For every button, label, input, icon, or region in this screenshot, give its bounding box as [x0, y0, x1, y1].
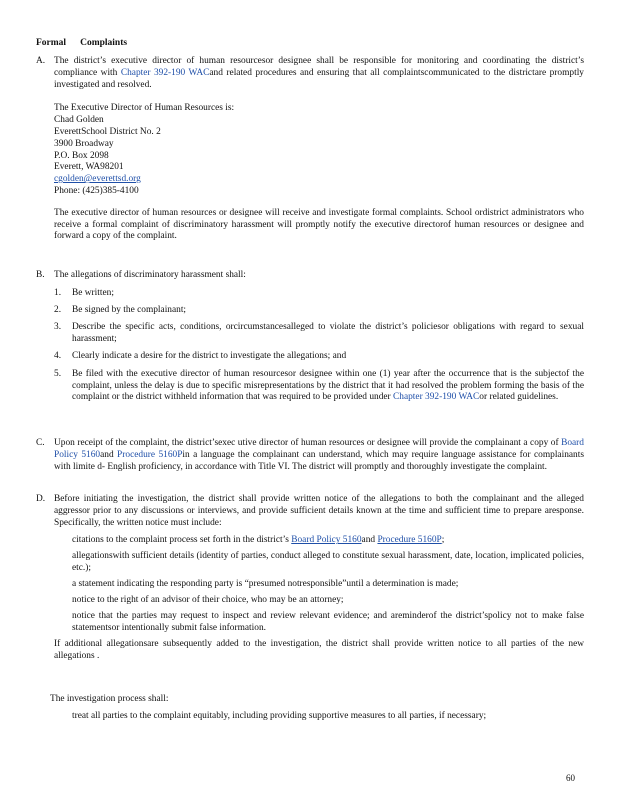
- section-d: [36, 494, 584, 663]
- list-item: 1. Be written;: [54, 287, 114, 298]
- procedure-link[interactable]: Procedure 5160P: [377, 535, 442, 546]
- list-item: notice that the parties may request to inspect and review relevant evidence; and areminderof the district’spolicy not to make false statementsor intentionally submit false information.: [72, 611, 584, 633]
- wac-link[interactable]: Chapter 392-190 WAC: [120, 67, 210, 78]
- additional-allegations-paragraph: If additional allegationsare subsequently added to the investigation, the district shall provide written notice to all parties of the new allegations .: [54, 638, 584, 661]
- section-b-marker: B.: [36, 270, 45, 280]
- address-line-pobox: P.O. Box 2098: [54, 150, 109, 161]
- list-item: allegationswith sufficient details (identity of parties, conduct alleged to constitute sexual harassment, date, location, implicated policies, etc.);: [72, 551, 584, 574]
- section-b: [36, 270, 584, 410]
- heading-word-formal: Formal: [36, 38, 67, 48]
- list-item: citations to the complaint process set forth in the district’s Board Policy 5160and Procedure 5160P;: [72, 535, 445, 546]
- section-a: [36, 56, 584, 243]
- section-d-marker: D.: [36, 494, 46, 504]
- section-c: [36, 438, 584, 473]
- heading-word-complaints: Complaints: [80, 38, 128, 48]
- section-heading: [36, 38, 141, 48]
- process-intro: The investigation process shall:: [50, 694, 169, 704]
- list-item: 5. Be filed with the executive director of human resourcesor designee within one (1) year after the occurrence that is the subjectof the complaint, unless the delay is due to specific misrepresentations by the district that it had resolved the problem forming the basis of the complaint or the district withheld information that was required to be provided under Chapter 392-190 WACor related guidelines.: [54, 368, 584, 403]
- address-line-org: EverettSchool District No. 2: [54, 126, 161, 137]
- address-line-street: 3900 Broadway: [54, 138, 114, 149]
- procedure-link[interactable]: Procedure 5160P: [117, 449, 183, 460]
- section-a-paragraph-2: The executive director of human resources or designee will receive and investigate formal complaints. School ordistrict administrators who receive a formal complaint of discriminatory harassment will promptly notify the executive directorof human resources or designee and forward a copy of the complaint.: [54, 207, 584, 242]
- section-a-marker: A.: [36, 56, 46, 66]
- section-c-paragraph: Upon receipt of the complaint, the district’sexec utive director of human resources or designee will provide the complainant a copy of Board Policy 5160and Procedure 5160Pin a language the complainant can understand, which may require language assistance for complainants with limite d- English proficiency, in accordance with Title VI. The district will promptly and thoroughly investigate the complaint.: [54, 438, 584, 472]
- list-item: 4. Clearly indicate a desire for the district to investigate the allegations; and: [54, 351, 347, 362]
- section-d-intro: Before initiating the investigation, the district shall provide written notice of the allegations to both the complainant and the alleged aggressor prior to any discussions or interviews, and provide sufficient details known at the time and sufficient time to prepare aresponse. Specifically, the written notice must include:: [54, 494, 584, 528]
- board-policy-link[interactable]: Board Policy 5160: [54, 438, 584, 460]
- list-item: 2. Be signed by the complainant;: [54, 305, 187, 316]
- section-a-paragraph-1: The district’s executive director of human resourcesor designee shall be responsible for monitoring and coordinating the district’s compliance with Chapter 392-190 WACand related procedures and ensuring that all complaintscommunicated to the districtare promptly investigated and resolved.: [54, 56, 584, 90]
- wac-link[interactable]: Chapter 392-190 WAC: [393, 392, 480, 403]
- list-item: notice to the right of an advisor of their choice, who may be an attorney;: [72, 595, 344, 606]
- phone-line: Phone: (425)385-4100: [54, 185, 139, 196]
- allegation-list: [54, 288, 584, 404]
- section-c-marker: C.: [36, 438, 45, 448]
- list-item: treat all parties to the complaint equitably, including providing supportive measures to all parties, if necessary;: [72, 710, 487, 721]
- board-policy-link[interactable]: Board Policy 5160: [291, 535, 362, 546]
- address-line-city: Everett, WA98201: [54, 162, 124, 173]
- page-number: 60: [566, 773, 575, 783]
- investigation-process: [50, 694, 584, 727]
- section-b-intro: The allegations of discriminatory harassment shall:: [54, 270, 246, 280]
- email-link[interactable]: cgolden@everettsd.org: [54, 174, 141, 185]
- address-line-title: The Executive Director of Human Resources is:: [54, 103, 235, 114]
- list-item: a statement indicating the responding party is “presumed notresponsible”until a determination is made;: [72, 579, 459, 590]
- process-list: [54, 711, 584, 723]
- address-line-name: Chad Golden: [54, 115, 104, 126]
- list-item: 3. Describe the specific acts, conditions, orcircumstancesalleged to violate the district’s policiesor obligations with regard to sexual harassment;: [54, 322, 584, 345]
- notice-requirements-list: [54, 535, 584, 634]
